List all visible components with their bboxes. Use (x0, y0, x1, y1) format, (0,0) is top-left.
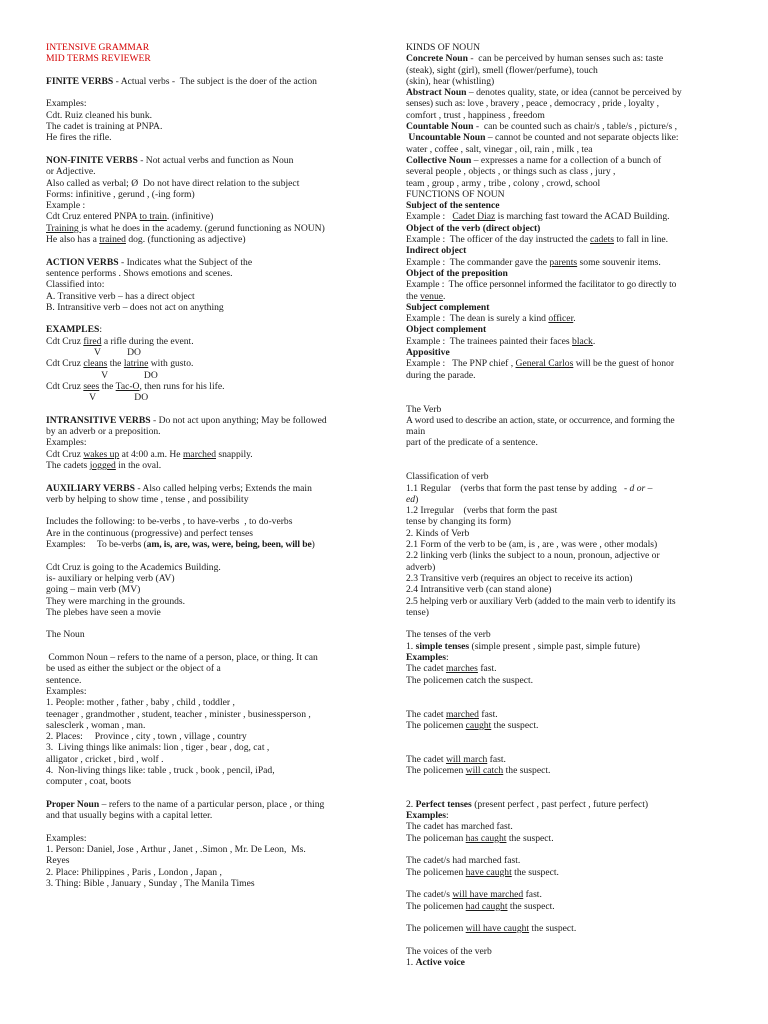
intransitive-verbs-paragraph: INTRANSITIVE VERBS - Do not act upon anything; May be followed (46, 414, 327, 426)
action-verbs-heading: ACTION VERBS (46, 256, 119, 268)
functions-of-noun-heading: FUNCTIONS OF NOUN (406, 188, 505, 200)
proper-noun-heading: Proper Noun (46, 798, 100, 810)
tenses-heading: The tenses of the verb (406, 629, 491, 641)
finite-verbs-paragraph: FINITE VERBS - Actual verbs - The subject is the doer of the action (46, 75, 317, 87)
kinds-of-noun-heading: KINDS OF NOUN (406, 42, 481, 53)
auxiliary-verbs-heading: AUXILIARY VERBS (46, 482, 135, 494)
proper-noun-paragraph: Proper Noun – refers to the name of a particular person, place , or thing (46, 798, 325, 810)
noun-heading: The Noun (46, 629, 85, 641)
voices-heading: The voices of the verb (406, 945, 492, 957)
action-verbs-paragraph: ACTION VERBS - Indicates what the Subject of the (46, 256, 253, 268)
document-title: INTENSIVE GRAMMAR (46, 42, 150, 53)
auxiliary-verbs-paragraph: AUXILIARY VERBS - Also called helping verbs; Extends the main (46, 482, 312, 494)
intransitive-verbs-heading: INTRANSITIVE VERBS (46, 414, 151, 426)
non-finite-verbs-paragraph: NON-FINITE VERBS - Not actual verbs and function as Noun (46, 154, 294, 166)
classification-heading: Classification of verb (406, 471, 489, 483)
left-column: INTENSIVE GRAMMAR MID TERMS REVIEWER FINITE VERBS - Actual verbs - The subject is the doer of the action Examples: Cdt. Ruiz cleaned his bunk. The cadet is training at PNPA. He fires the rifle. NON-FINITE VERBS - Not actual verbs and function as Noun or Adjective. Also called as verbal; Ø Do not have direct relation to the subject Forms: infinitive , gerund , (-ing form) Example : Cdt Cruz entered PNPA to train. (infinitive) Training is what he does in the academy. (gerund functioning as NOUN) He also has a trained dog. (functioning as adjective) ACTION VERBS - Indicates what the Subject of the sentence performs . Shows emotions and scenes. Classified into: A. Transitive verb – has a direct object B. Intransitive verb – does not act on anything EXAMPLES: Cdt Cruz fired a rifle during the event. V DO Cdt Cruz cleans the latrine with gusto. V DO Cdt Cruz sees the Tac-O, then runs for his life. V DO INTRANSITIVE VERBS - Do not act upon anything; May be followed by an adverb or a preposition. Examples: Cdt Cruz wakes up at 4:00 a.m. He marched snappily. The cadets jogged in the oval. AUXILIARY VERBS - Also called helping verbs; Extends the main verb by helping to show time , tense , and possibility Includes the following: to be-verbs , to have-verbs , to do-verbs Are in the continuous (progressive) and perfect tenses Examples: To be-verbs (am, is, are, was, were, being, been, will be) Cdt Cruz is going to the Academics Building. is- auxiliary or helping verb (AV) going – main verb (MV) They were marching in the grounds. The plebes have seen a movie The Noun Common Noun – refers to the name of a person, place, or thing. It can be used as either the subject or the object of a sentence. Examples: 1. People: mother , father , baby , child , toddler , teenager , grandmother , student, teacher , minister , businessperson , salesclerk , woman , man. 2. Places: Province , city , town , village , country 3. Living things like animals: lion , tiger , bear , dog, cat , alligator , cricket , bird , wolf . 4. Non-living things like: table , truck , book , pencil, iPad, computer , coat, boots Proper Noun – refers to the name of a particular person, place , or thing and that usually begins with a capital letter. Examples: 1. Person: Daniel, Jose , Arthur , Janet , .Simon , Mr. De Leon, Ms. Reyes 2. Place: Philippines , Paris , London , Japan , 3. Thing: Bible , January , Sunday , The Manila Times (46, 42, 366, 889)
document-subtitle: MID TERMS REVIEWER (46, 53, 151, 65)
verb-heading: The Verb (406, 403, 442, 415)
examples-heading: EXAMPLES: (46, 324, 102, 336)
non-finite-verbs-heading: NON-FINITE VERBS (46, 154, 138, 166)
finite-verbs-heading: FINITE VERBS (46, 75, 114, 87)
right-column: KINDS OF NOUN Concrete Noun - can be perceived by human senses such as: taste (steak), sight (girl), smell (flower/perfume), touch (skin), hear (whistling) Abstract Noun – denotes quality, state, or idea (cannot be perceived by senses) such as: love , bravery , peace , democracy , pride , loyalty , comfort , trust , happiness , freedom Countable Noun - can be counted such as chair/s , table/s , picture/s , Uncountable Noun – cannot be counted and not separate objects like: water , coffee , salt, vinegar , oil, rain , milk , tea Collective Noun – expresses a name for a collection of a bunch of several people , objects , or things such as class , jury , team , group , army , tribe , colony , crowd, school FUNCTIONS OF NOUN Subject of the sentence Example : Cadet Diaz is marching fast toward the ACAD Building. Object of the verb (direct object) Example : The officer of the day instructed the cadets to fall in line. Indirect object Example : The commander gave the parents some souvenir items. Object of the preposition Example : The office personnel informed the facilitator to go directly to the venue. Subject complement Example : The dean is surely a kind officer. Object complement Example : The trainees painted their faces black. Appositive Example : The PNP chief , General Carlos will be the guest of honor during the parade. The Verb A word used to describe an action, state, or occurrence, and forming the main part of the predicate of a sentence. Classification of verb 1.1 Regular (verbs that form the past tense by adding - d or – ed) 1.2 Irregular (verbs that form the past tense by changing its form) 2. Kinds of Verb 2.1 Form of the verb to be (am, is , are , was were , other modals) 2.2 linking verb (links the subject to a noun, pronoun, adjective or adverb) 2.3 Transitive verb (requires an object to receive its action) 2.4 Intransitive verb (can stand alone) 2.5 helping verb or auxiliary Verb (added to the main verb to identify its tense) The tenses of the verb 1. simple tenses (simple present , simple past, simple future) Examples: The cadet marches fast. The policemen catch the suspect. The cadet marched fast. The policemen caught the suspect. The cadet will march fast. The policemen will catch the suspect. 2. Perfect tenses (present perfect , past perfect , future perfect) Examples: The cadet has marched fast. The policeman has caught the suspect. The cadet/s had marched fast. The policemen have caught the suspect. The cadet/s will have marched fast. The policemen had caught the suspect. The policemen will have caught the suspect. The voices of the verb 1. Active voice (406, 42, 722, 968)
